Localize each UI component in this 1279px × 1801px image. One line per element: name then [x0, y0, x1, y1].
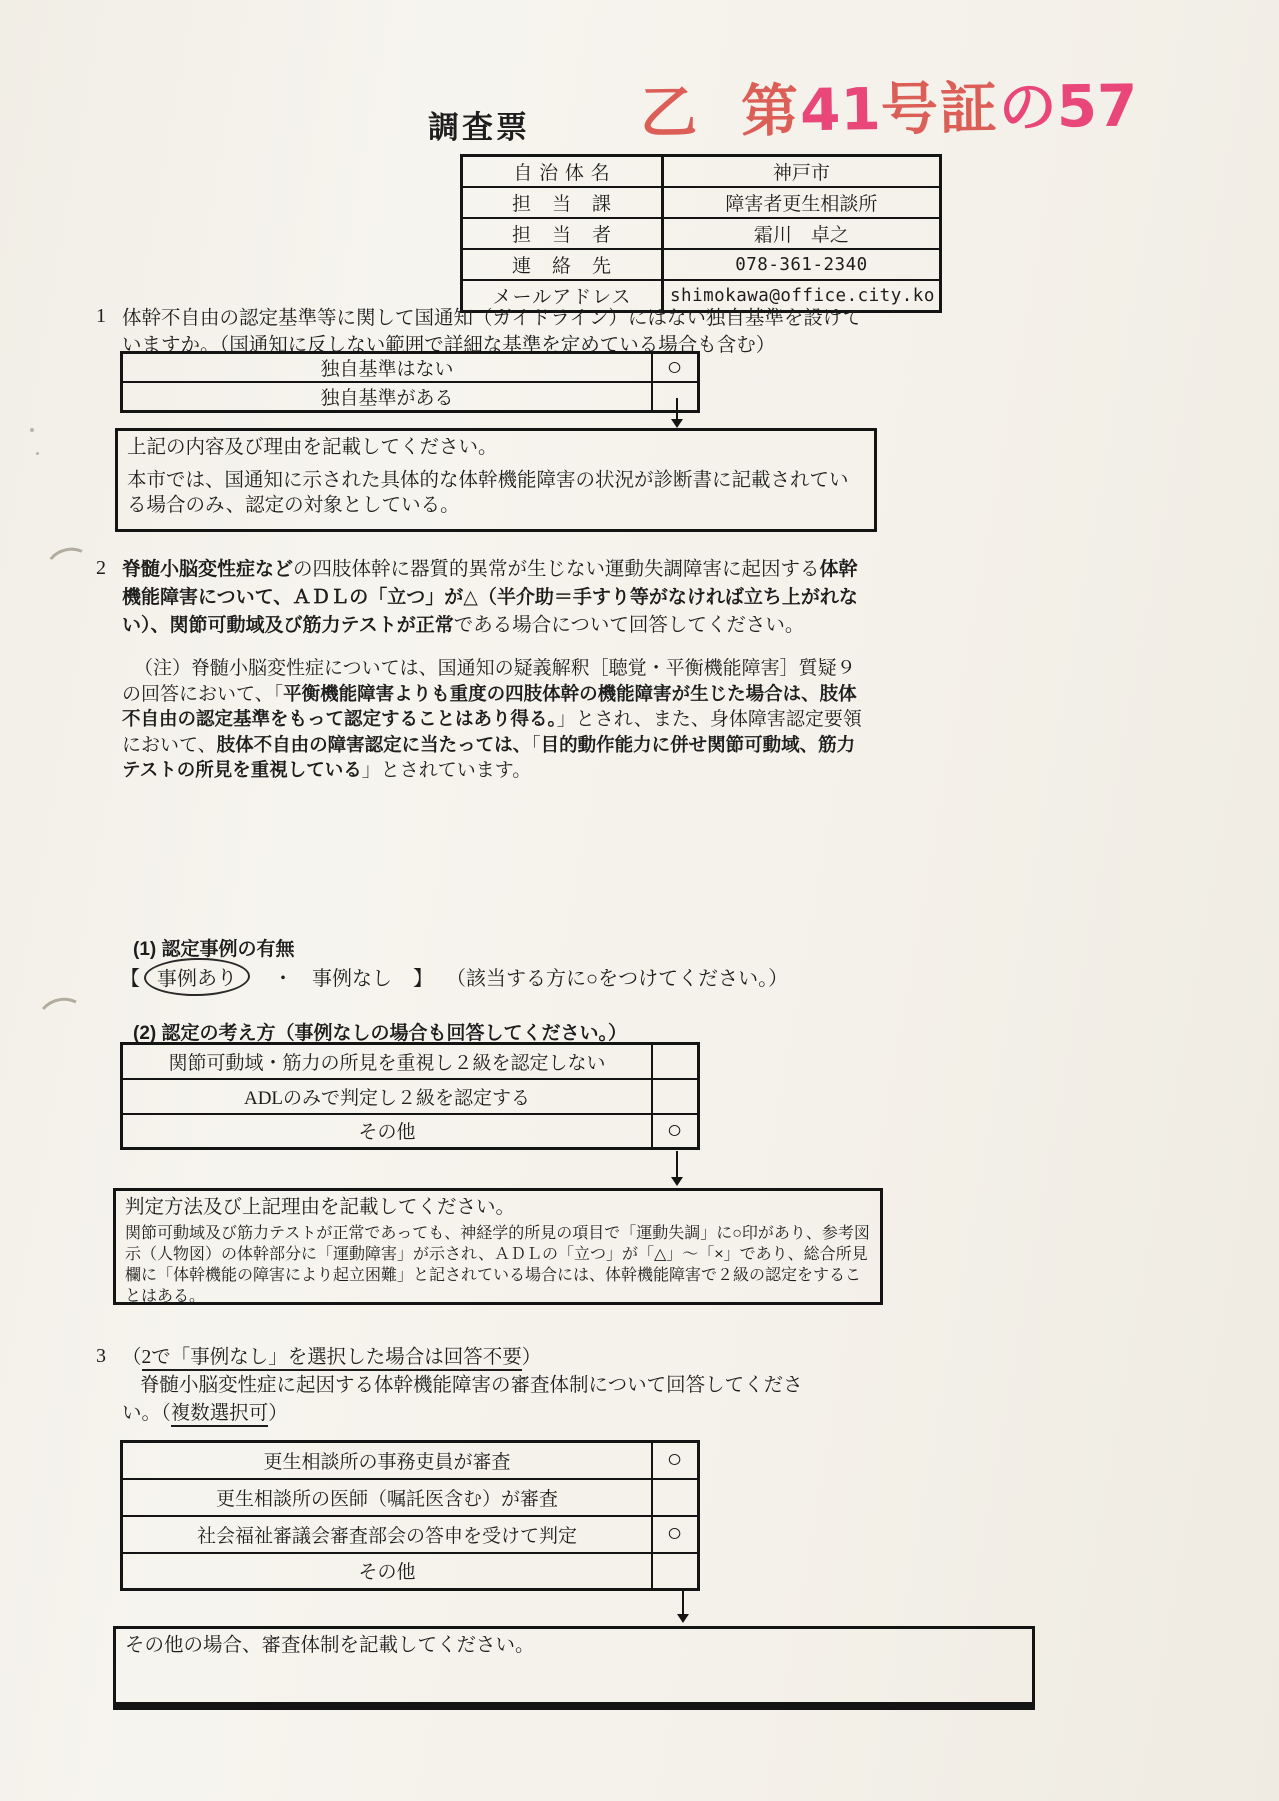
question-3-main: 脊髄小脳変性症に起因する体幹機能障害の審査体制について回答してください。（ — [122, 1375, 803, 1424]
option-row — [122, 1044, 699, 1079]
question-1-number: 1 — [96, 305, 106, 327]
option-row — [122, 1114, 699, 1149]
table-row — [462, 156, 941, 188]
flow-arrow — [670, 398, 684, 428]
flow-arrow — [670, 1151, 684, 1186]
underlined-text: 2で「事例なし」を選択した場合は回答不要 — [142, 1347, 522, 1371]
row-value-email: shimokawa@office.city.ko — [670, 285, 935, 306]
subquestion-1-heading: (1) 認定事例の有無 — [133, 939, 295, 960]
answer-mark: ○ — [667, 1116, 683, 1144]
row-value: 障害者更生相談所 — [663, 187, 941, 218]
paren-close: ） — [268, 1403, 288, 1424]
flow-arrow — [676, 1590, 690, 1623]
choice-instruction: （該当する方に○をつけてください。） — [446, 968, 789, 990]
option-label: 関節可動域・筋力の所見を重視し２級を認定しない — [122, 1044, 653, 1079]
note-run: 「 — [531, 734, 541, 756]
question-3-text — [122, 1372, 822, 1428]
bracket-close: 】 — [413, 968, 433, 990]
comment-box-title: 上記の内容及び理由を記載してください。 — [127, 437, 498, 458]
exhibit-stamp — [639, 59, 1138, 150]
option-row — [122, 353, 699, 383]
answer-cell — [652, 1442, 699, 1479]
question-1-comment-box — [115, 428, 877, 532]
stamp-gap — [699, 131, 741, 132]
stamp-character-otsu: 乙 — [639, 80, 700, 146]
question-2-run: の四肢体幹に器質的異常が生じない運動失調障害に起因する — [293, 559, 820, 580]
answer-cell — [652, 1479, 699, 1516]
option-row — [122, 382, 699, 412]
stamp-character-dai: 第 — [740, 79, 801, 145]
table-row — [462, 249, 941, 280]
comment-box-title: その他の場合、審査体制を記載してください。 — [125, 1635, 535, 1656]
question-3-options-table — [120, 1440, 700, 1591]
question-2-run-bold: 脊髄小脳変性症など — [122, 559, 294, 580]
option-row — [122, 1079, 699, 1114]
note-run: 」とされ、また、身体障害認定要領において、 — [122, 709, 862, 756]
option-row — [122, 1516, 699, 1553]
question-2-comment-box — [113, 1188, 883, 1305]
choice-separator: ・ — [273, 968, 293, 990]
answer-cell — [652, 1079, 699, 1114]
question-2-run: である場合について回答してください。 — [453, 615, 805, 636]
note-run: 」とされています。 — [361, 760, 532, 781]
option-label: 更生相談所の事務吏員が審査 — [122, 1442, 653, 1479]
option-label: 独自基準はない — [122, 353, 653, 383]
question-2-number: 2 — [96, 557, 106, 579]
scan-artifact-arc — [42, 543, 95, 589]
question-3-comment-box — [113, 1626, 1035, 1710]
option-label: 更生相談所の医師（嘱託医含む）が審査 — [122, 1479, 653, 1516]
option-label: ADLのみで判定し２級を認定する — [122, 1079, 653, 1114]
question-1-options-table — [120, 351, 700, 413]
comment-box-body: 本市では、国通知に示された具体的な体幹機能障害の状況が診断書に記載されている場合のみ、認定の対象としている。 — [127, 470, 849, 516]
scan-artifact-speck — [36, 452, 39, 455]
question-2-run-bold: 体幹機能障害について、ＡＤＬの「立つ」が△（半介助＝手すり等がなければ立ち上がれない）、関節可動域及び筋力テストが正常 — [122, 559, 858, 636]
answer-cell — [652, 353, 699, 383]
question-2-note — [122, 657, 864, 784]
option-label: 独自基準がある — [122, 382, 653, 412]
question-3-condition — [122, 1344, 541, 1371]
stamp-number-handwritten: 41 — [799, 75, 882, 145]
option-row — [122, 1442, 699, 1479]
subquestion-2-heading: (2) 認定の考え方（事例なしの場合も回答してください。） — [133, 1023, 628, 1044]
circled-choice: 事例あり — [144, 957, 251, 997]
page-title: 調査票 — [428, 110, 530, 145]
choice-line — [120, 958, 788, 996]
question-2-options-table — [120, 1042, 700, 1150]
option-row — [122, 1553, 699, 1590]
info-table — [460, 154, 942, 313]
paren-open: （ — [122, 1347, 142, 1368]
comment-box-title: 判定方法及び上記理由を記載してください。 — [125, 1197, 516, 1218]
row-label: メールアドレス — [462, 280, 663, 312]
answer-mark: ○ — [667, 353, 683, 381]
option-label: 社会福祉審議会審査部会の答申を受けて判定 — [122, 1516, 653, 1553]
answer-mark: ○ — [667, 1446, 683, 1474]
note-run-bold: 目的動作能力に併せ関節可動域、筋力テストの所見を重視している — [122, 733, 856, 780]
question-2-text — [122, 556, 862, 640]
row-label: 担 当 課 — [462, 187, 663, 218]
option-row — [122, 1479, 699, 1516]
answer-mark: ○ — [667, 1520, 683, 1547]
note-run-bold: 肢体不自由の障害認定に当たっては、 — [216, 733, 532, 755]
answer-cell — [652, 1516, 699, 1553]
row-label: 自 治 体 名 — [462, 156, 663, 188]
note-run: （注）脊髄小脳変性症については、国通知の疑義解釈［聴覚・平衡機能障害］質疑９の回答において、「 — [122, 658, 856, 705]
row-label: 担 当 者 — [462, 218, 663, 249]
table-row — [462, 218, 941, 249]
row-value: 霜川 卓之 — [663, 218, 941, 249]
stamp-character-gosho: 号証 — [880, 76, 1000, 143]
question-3-number: 3 — [96, 1345, 106, 1367]
row-label: 連 絡 先 — [462, 249, 663, 280]
note-run-bold: 平衡機能障害よりも重度の四肢体幹の機能障害が生じた場合は、肢体不自由の認定基準をもって認定することはあり得る。 — [122, 682, 857, 729]
row-value-phone: 078-361-2340 — [735, 254, 868, 275]
option-label: その他 — [122, 1114, 653, 1149]
comment-box-body: 関節可動域及び筋力テストが正常であっても、神経学的所見の項目で「運動失調」に○印があり、参考図示（人物図）の体幹部分に「運動障害」が示され、ＡＤＬの「立つ」が「△」～「×」であり、総合所見欄に「体幹機能の障害により起立困難」と記されている場合には、体幹機能障害で２級の認定をすることはある。 — [125, 1225, 870, 1305]
answer-cell — [652, 1553, 699, 1590]
answer-cell — [652, 1114, 699, 1149]
option-label: その他 — [122, 1553, 653, 1590]
answer-cell — [652, 1044, 699, 1079]
row-value: 神戸市 — [663, 156, 941, 188]
paren-close: ） — [521, 1347, 542, 1368]
bracket-open: 【 — [120, 968, 140, 990]
scan-artifact-speck — [30, 428, 34, 432]
scan-artifact-arc — [35, 993, 90, 1040]
plain-choice: 事例なし — [312, 968, 392, 990]
question-1-text: 体幹不自由の認定基準等に関して国通知（ガイドライン）にはない独自基準を設けていますか。（国通知に反しない範囲で詳細な基準を定めている場合も含む） — [122, 308, 862, 356]
stamp-suffix-handwritten: の57 — [998, 71, 1138, 142]
table-row — [462, 187, 941, 218]
underlined-text: 複数選択可 — [171, 1403, 269, 1427]
